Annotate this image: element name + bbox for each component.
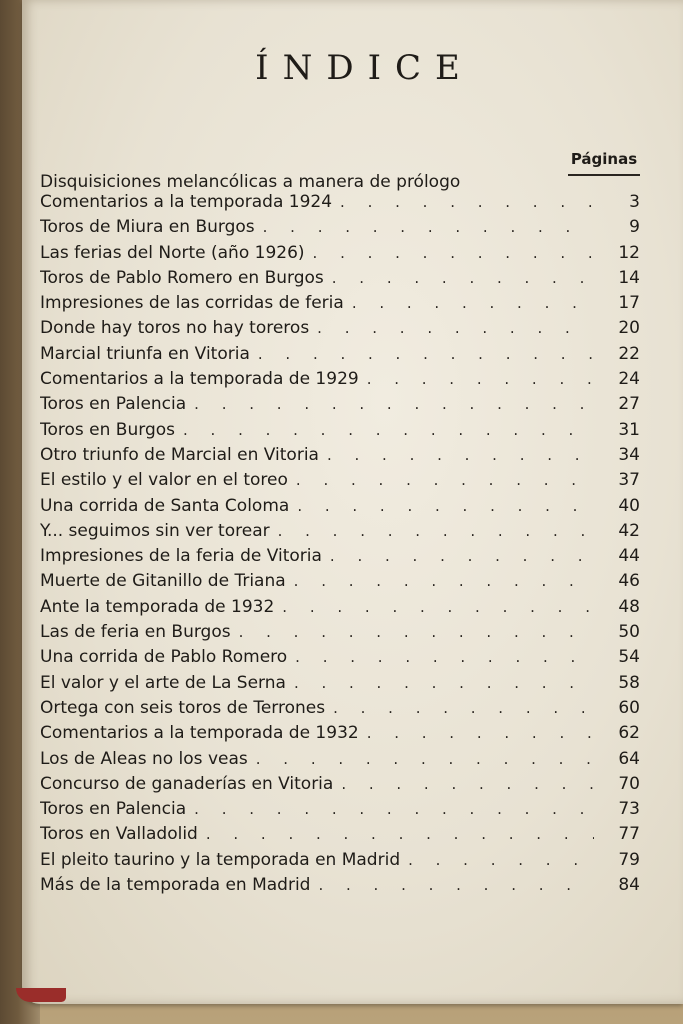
toc-entry-title: Toros en Burgos <box>40 419 175 440</box>
dot-leader <box>263 218 594 236</box>
toc-entry-title: Toros en Palencia <box>40 394 187 415</box>
book-cover-corner <box>16 988 66 1002</box>
toc-entry <box>40 369 640 394</box>
toc-entry-page: 44 <box>618 546 640 567</box>
dot-leader <box>333 699 594 717</box>
pages-column-header: Páginas <box>568 150 640 176</box>
toc-entry-page: 50 <box>618 622 640 643</box>
toc-entry-page: 77 <box>618 824 640 845</box>
toc-entry <box>40 496 640 521</box>
dot-leader <box>183 421 594 439</box>
toc-entry-page: 24 <box>618 369 640 390</box>
toc-entry-title: Una corrida de Santa Coloma <box>40 495 290 516</box>
toc-entry-title: Toros de Miura en Burgos <box>40 217 255 238</box>
toc-entry <box>40 243 640 268</box>
page-title: ÍNDICE <box>255 48 474 88</box>
toc-entry-page: 46 <box>618 571 640 592</box>
toc-entry <box>40 597 640 622</box>
toc-entry-page: 42 <box>618 520 640 541</box>
toc-entry <box>40 344 640 369</box>
toc-entry-title: Ortega con seis toros de Terrones <box>40 697 326 718</box>
toc-entry-title: Ante la temporada de 1932 <box>40 596 275 617</box>
toc-entry-title: Donde hay toros no hay toreros <box>40 318 310 339</box>
toc-entry-title: Otro triunfo de Marcial en Vitoria <box>40 444 319 465</box>
dot-leader <box>282 598 594 616</box>
toc-entry-page: 58 <box>618 672 640 693</box>
toc-entry <box>40 293 640 318</box>
dot-leader <box>327 446 594 464</box>
toc-entry-title: Comentarios a la temporada de 1932 <box>40 723 359 744</box>
toc-entry <box>40 318 640 343</box>
toc-entry <box>40 875 640 900</box>
toc-entry-title: Toros en Valladolid <box>40 824 198 845</box>
dot-leader <box>352 294 594 312</box>
toc-entry-title: El valor y el arte de La Serna <box>40 672 286 693</box>
toc-entry <box>40 622 640 647</box>
dot-leader <box>297 497 594 515</box>
toc-entry-page: 62 <box>618 723 640 744</box>
toc-entry-title: Comentarios a la temporada de 1929 <box>40 369 359 390</box>
dot-leader <box>367 724 594 742</box>
toc-entry-title: Los de Aleas no los veas <box>40 748 248 769</box>
dot-leader <box>367 370 594 388</box>
toc-entry <box>40 521 640 546</box>
toc-entry-title: Muerte de Gitanillo de Triana <box>40 571 286 592</box>
toc-entry-page: 27 <box>618 394 640 415</box>
dot-leader <box>278 522 594 540</box>
toc-entry-page: 20 <box>618 318 640 339</box>
dot-leader <box>294 674 594 692</box>
dot-leader <box>340 193 594 211</box>
toc-entry-title: Marcial triunfa en Vitoria <box>40 343 250 364</box>
toc-entry <box>40 192 640 217</box>
toc-entry <box>40 749 640 774</box>
toc-entry-title: El estilo y el valor en el toreo <box>40 470 288 491</box>
toc-entry <box>40 647 640 672</box>
dot-leader <box>317 319 594 337</box>
toc-entry <box>40 824 640 849</box>
toc-entry-page: 64 <box>618 748 640 769</box>
toc-entry-title: Concurso de ganaderías en Vitoria <box>40 773 334 794</box>
toc-entry-title: Más de la temporada en Madrid <box>40 875 311 896</box>
dot-leader <box>318 876 594 894</box>
dot-leader <box>332 269 594 287</box>
toc-entry <box>40 723 640 748</box>
toc-entry <box>40 172 640 192</box>
toc-entry-page: 48 <box>618 596 640 617</box>
toc-entry-title: Impresiones de las corridas de feria <box>40 293 344 314</box>
table-of-contents <box>40 172 640 900</box>
dot-leader <box>258 345 594 363</box>
toc-entry-title: El pleito taurino y la temporada en Madrid <box>40 849 401 870</box>
toc-entry-page: 34 <box>618 444 640 465</box>
toc-entry-page: 60 <box>618 697 640 718</box>
toc-entry <box>40 394 640 419</box>
toc-entry-page: 54 <box>618 647 640 668</box>
toc-entry-title: Toros de Pablo Romero en Burgos <box>40 267 324 288</box>
toc-entry <box>40 268 640 293</box>
toc-entry-title: Las de feria en Burgos <box>40 622 231 643</box>
toc-entry <box>40 774 640 799</box>
toc-entry-page: 9 <box>629 217 640 238</box>
toc-entry <box>40 445 640 470</box>
toc-entry-page: 79 <box>618 849 640 870</box>
toc-entry-title: Una corrida de Pablo Romero <box>40 647 288 668</box>
toc-entry <box>40 217 640 242</box>
toc-entry <box>40 673 640 698</box>
toc-entry <box>40 850 640 875</box>
toc-entry-page: 31 <box>618 419 640 440</box>
toc-entry-page: 37 <box>618 470 640 491</box>
toc-entry <box>40 546 640 571</box>
toc-entry-page: 40 <box>618 495 640 516</box>
toc-entry-title: Comentarios a la temporada 1924 <box>40 192 333 212</box>
dot-leader <box>239 623 594 641</box>
dot-leader <box>194 395 594 413</box>
toc-entry <box>40 420 640 445</box>
toc-entry <box>40 470 640 495</box>
toc-entry-page: 73 <box>618 799 640 820</box>
dot-leader <box>194 800 594 818</box>
toc-entry-title: Toros en Palencia <box>40 799 187 820</box>
toc-entry-page: 3 <box>629 192 640 212</box>
toc-entry-page: 14 <box>618 267 640 288</box>
toc-entry-title: Disquisiciones melancólicas a manera de prólogo <box>40 172 461 192</box>
toc-entry-page: 70 <box>618 773 640 794</box>
book-page <box>22 0 683 1004</box>
toc-entry-page: 17 <box>618 293 640 314</box>
dot-leader <box>408 851 594 869</box>
toc-entry-title: Y... seguimos sin ver torear <box>40 520 270 541</box>
dot-leader <box>256 750 594 768</box>
toc-entry-title: Impresiones de la feria de Vitoria <box>40 546 322 567</box>
dot-leader <box>206 825 594 843</box>
toc-entry <box>40 698 640 723</box>
dot-leader <box>295 648 594 666</box>
toc-entry-page: 22 <box>618 343 640 364</box>
toc-entry-title: Las ferias del Norte (año 1926) <box>40 242 305 263</box>
dot-leader <box>330 547 594 565</box>
dot-leader <box>294 572 594 590</box>
dot-leader <box>296 471 594 489</box>
toc-entry-page: 84 <box>618 875 640 896</box>
toc-entry <box>40 571 640 596</box>
toc-entry <box>40 799 640 824</box>
dot-leader <box>341 775 594 793</box>
toc-entry-page: 12 <box>618 242 640 263</box>
dot-leader <box>313 244 594 262</box>
